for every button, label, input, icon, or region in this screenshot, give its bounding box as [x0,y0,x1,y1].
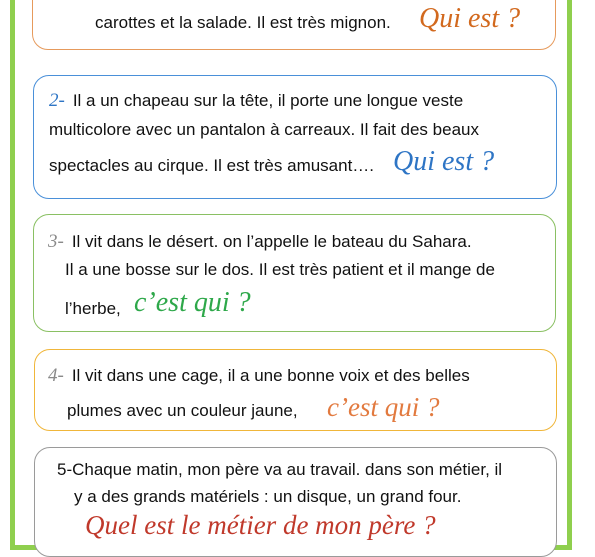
riddle-4-question: c’est qui ? [327,392,440,422]
riddle-card-5 [34,447,557,557]
riddle-2-number: 2- [49,90,65,111]
riddle-3-line-1-text: Il vit dans le désert. on l’appelle le bateau du Sahara. [71,232,472,251]
riddle-card-4 [34,349,557,431]
riddle-2-line-2: multicolore avec un pantalon à carreaux. Il fait des beaux [49,120,479,139]
riddle-4-line-1 [48,365,470,387]
riddle-2-line-1 [49,90,463,112]
riddle-3-question: c’est qui ? [134,287,251,318]
riddle-1-line-1: carottes et la salade. Il est très mignon. [95,13,391,32]
riddle-2-line-1-text: Il a un chapeau sur la tête, il porte une longue veste [72,91,464,110]
riddle-2-question: Qui est ? [393,146,495,177]
riddle-4-line-2: plumes avec un couleur jaune, [67,401,298,420]
riddle-card-3 [33,214,556,332]
riddle-3-line-3: l’herbe, [65,299,121,318]
riddle-1-question: Qui est ? [419,3,521,34]
riddle-5-question: Quel est le métier de mon père ? [85,510,436,540]
riddle-4-number: 4- [48,365,64,386]
riddle-3-number: 3- [48,231,64,252]
riddle-card-2 [33,75,557,199]
riddle-3-line-1 [48,231,472,253]
riddle-5-line-2: y a des grands matériels : un disque, un grand four. [74,487,462,506]
riddle-4-line-1-text: Il vit dans une cage, il a une bonne voix et des belles [71,366,470,385]
riddle-5-line-1: 5-Chaque matin, mon père va au travail. dans son métier, il [57,460,503,479]
riddle-3-line-2: Il a une bosse sur le dos. Il est très patient et il mange de [65,260,495,279]
riddle-2-line-3: spectacles au cirque. Il est très amusant…. [49,156,375,175]
riddle-card-1 [32,0,556,50]
